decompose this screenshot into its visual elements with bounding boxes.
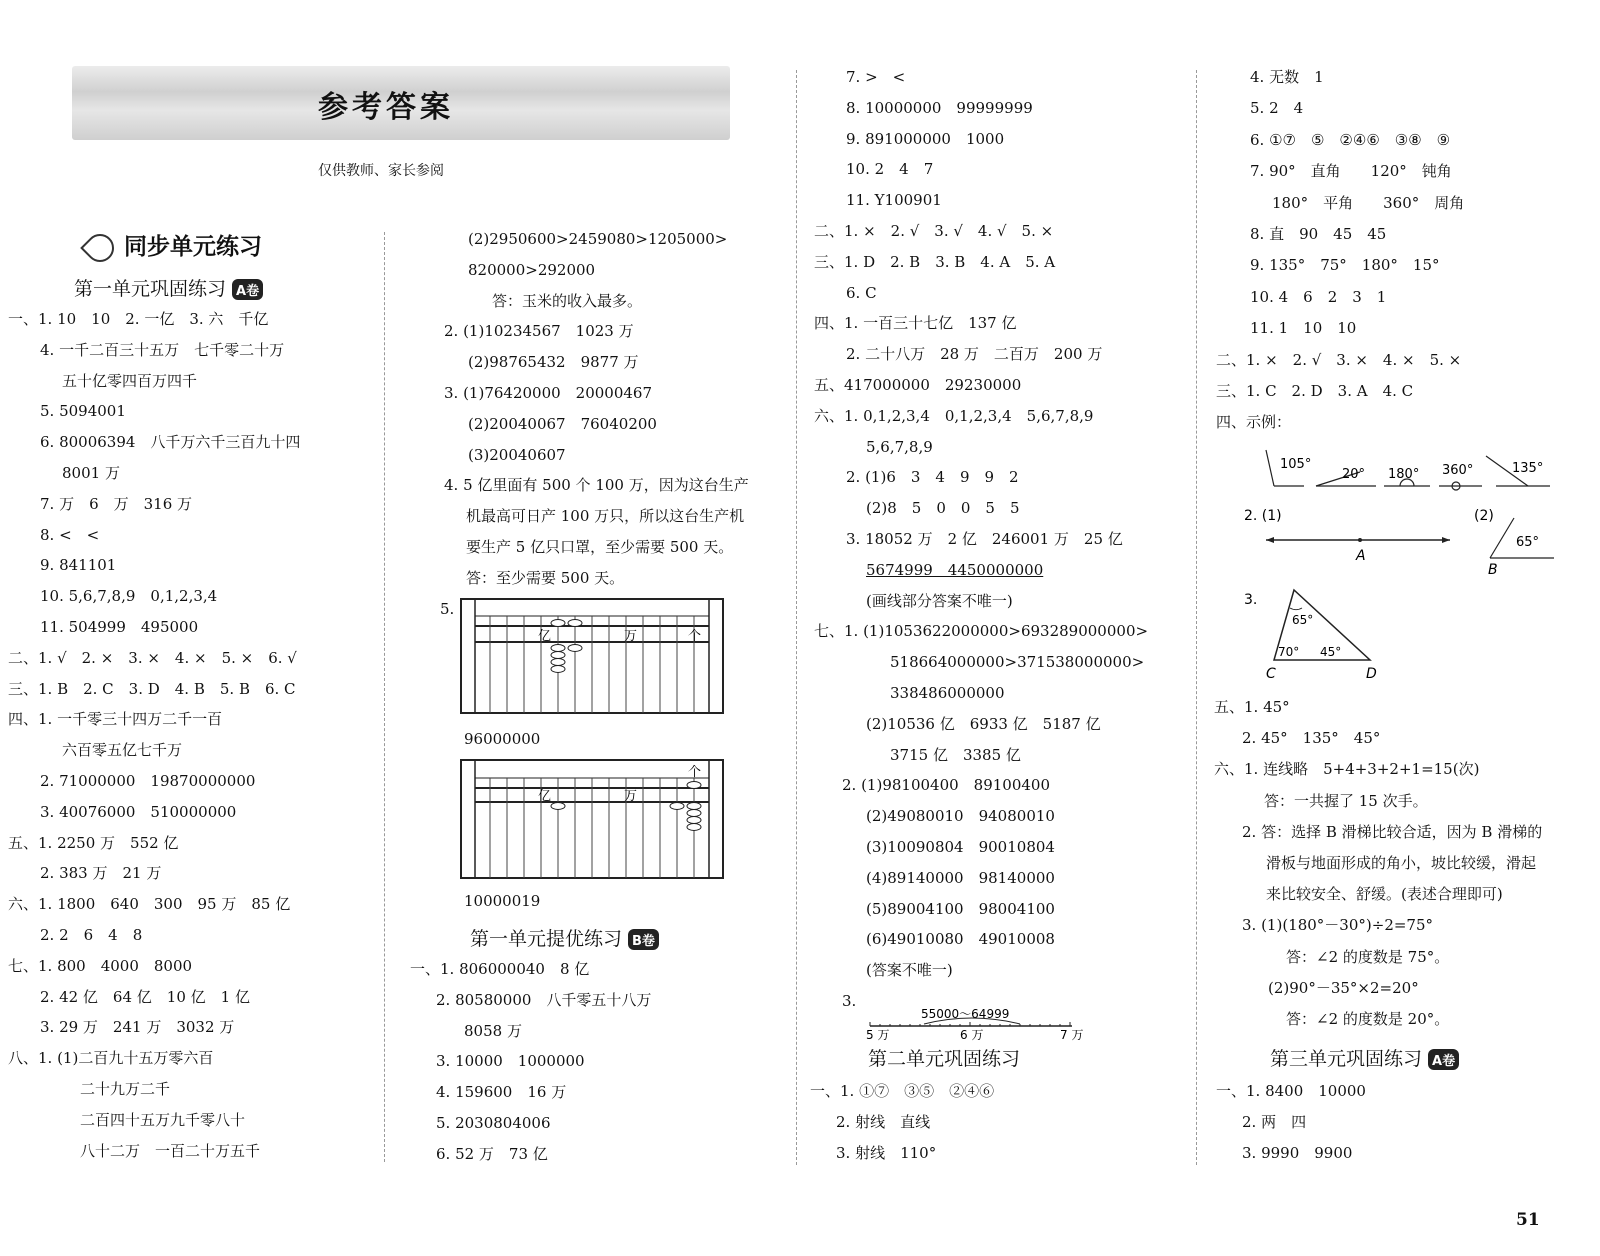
answer-line: 2. 71000000 19870000000 [40, 772, 256, 790]
answer-line: (5)89004100 98004100 [866, 899, 1055, 918]
answer-line: 9. 841101 [40, 556, 117, 575]
answer-line: 5674999 4450000000 [866, 560, 1044, 579]
answer-line: 一、1. 806000040 8 亿 [410, 960, 590, 978]
abacus-value: 96000000 [464, 730, 541, 748]
answer-line: 六、1. 0,1,2,3,4 0,1,2,3,4 5,6,7,8,9 [814, 406, 1094, 425]
answer-line: 338486000000 [890, 684, 1005, 702]
answer-line: 来比较安全、舒缓。(表述合理即可) [1266, 885, 1503, 904]
answer-line: 3. 射线 110° [836, 1143, 937, 1162]
answer-line: 机最高可日产 100 万只，所以这台生产机 [466, 507, 745, 526]
answer-line: 5. 5094001 [40, 402, 126, 421]
answer-line: 5. [440, 599, 455, 618]
exercise-title: 第二单元巩固练习 [868, 1048, 1021, 1070]
answer-line: 2. 2 6 4 8 [40, 926, 143, 944]
answer-line: 答：∠2 的度数是 75°。 [1286, 947, 1450, 966]
answer-line: 2. 二十八万 28 万 二百万 200 万 [846, 345, 1103, 364]
answer-line: 2. (1)10234567 1023 万 [444, 322, 634, 341]
answer-line: 5. 2 4 [1250, 99, 1304, 118]
answer-line: 答：玉米的收入最多。 [492, 291, 643, 310]
triangle-figure [1244, 586, 1394, 686]
page-subtitle: 仅供教师、家长参阅 [318, 163, 444, 179]
svg-text:180°: 180° [1388, 467, 1420, 482]
answer-line: 7. 万 6 万 316 万 [40, 494, 193, 513]
answer-line: 3715 亿 3385 亿 [890, 745, 1021, 764]
svg-text:万: 万 [624, 789, 638, 804]
answer-line: 4. 无数 1 [1250, 68, 1324, 86]
answer-line: 10. 4 6 2 3 1 [1250, 287, 1387, 306]
svg-text:个: 个 [688, 765, 702, 780]
svg-text:65°: 65° [1516, 535, 1540, 550]
answer-line: 3. 29 万 241 万 3032 万 [40, 1018, 235, 1037]
svg-text:个: 个 [688, 629, 702, 644]
exercise-title: 第三单元巩固练习 A卷 [1270, 1044, 1459, 1071]
svg-text:3.: 3. [1244, 592, 1258, 608]
answer-line: 5. 2030804006 [436, 1114, 551, 1132]
answer-line: 五十亿零四百万四千 [62, 371, 198, 390]
answer-line: 2. 45° 135° 45° [1242, 729, 1381, 748]
answer-line: 518664000000>371538000000> [890, 653, 1145, 672]
answer-line: (2)10536 亿 6933 亿 5187 亿 [866, 714, 1101, 733]
answer-line: 3. [842, 992, 857, 1010]
answer-line: 四、1. 一千零三十四万二千一百 [8, 710, 223, 729]
answer-line: (画线部分答案不唯一) [866, 591, 1013, 610]
badge-a: A卷 [1428, 1049, 1459, 1070]
answer-line: 3. 9990 9900 [1242, 1143, 1353, 1162]
answer-line: 2. 两 四 [1242, 1112, 1307, 1131]
answer-line: 2. (1)98100400 89100400 [842, 776, 1051, 795]
svg-text:55000～64999: 55000～64999 [921, 1007, 1010, 1021]
answer-line: 4. 159600 16 万 [436, 1083, 567, 1102]
abacus-diagram [460, 596, 725, 716]
answer-line: 四、示例： [1216, 413, 1292, 432]
answer-line: 答：∠2 的度数是 20°。 [1286, 1010, 1450, 1028]
answer-line: 滑板与地面形成的角小，坡比较缓，滑起 [1266, 854, 1537, 872]
answer-line: 五、1. 2250 万 552 亿 [8, 833, 179, 852]
answer-line: 2. 80580000 八千零五十八万 [436, 990, 652, 1009]
answer-line: 二、1. √ 2. × 3. × 4. × 5. × 6. √ [8, 648, 297, 667]
answer-line: (2)20040067 76040200 [468, 414, 657, 433]
answer-line: 五、417000000 29230000 [814, 376, 1022, 394]
answer-line: 8058 万 [464, 1021, 522, 1040]
exercise-title: 第一单元巩固练习 A卷 [74, 274, 263, 301]
answer-line: 三、1. C 2. D 3. A 4. C [1216, 382, 1414, 400]
svg-text:135°: 135° [1512, 461, 1544, 476]
svg-text:2. (1): 2. (1) [1244, 508, 1282, 524]
answer-line: 7. > < [846, 68, 906, 86]
answer-line: 11. 504999 495000 [40, 618, 199, 636]
answer-line: (4)89140000 98140000 [866, 868, 1055, 887]
answer-line: 6. 80006394 八千万六千三百九十四 [40, 433, 301, 452]
svg-text:70°: 70° [1278, 645, 1300, 659]
answer-line: 二百四十五万九千零八十 [80, 1110, 246, 1129]
abacus-value: 10000019 [464, 892, 541, 910]
answer-line: 八十二万 一百二十万五千 [80, 1141, 261, 1160]
answer-line: 二、1. × 2. √ 3. × 4. × 5. × [1216, 350, 1462, 369]
svg-text:D: D [1366, 666, 1377, 682]
column-divider [384, 232, 385, 1162]
answer-line: 3. (1)76420000 20000467 [444, 384, 653, 402]
answer-line: 6. 52 万 73 亿 [436, 1144, 548, 1163]
svg-text:6 万: 6 万 [960, 1028, 984, 1042]
abacus-diagram [460, 758, 725, 880]
number-line [866, 1007, 1096, 1042]
column-divider [796, 70, 797, 1165]
answer-line: 七、1. (1)1053622000000>693289000000> [814, 622, 1149, 641]
answer-line: 8. 10000000 99999999 [846, 98, 1033, 117]
svg-text:亿: 亿 [538, 789, 552, 804]
answer-line: 八、1. (1)二百九十五万零六百 [8, 1049, 214, 1068]
svg-text:A: A [1356, 548, 1366, 564]
answer-line: 一、1. 8400 10000 [1216, 1082, 1366, 1100]
answer-line: 六百零五亿七千万 [62, 741, 183, 760]
svg-text:45°: 45° [1320, 645, 1342, 659]
answer-line: 要生产 5 亿只口罩，至少需要 500 天。 [466, 538, 734, 556]
answer-line: 11. Y100901 [846, 191, 942, 210]
svg-text:(2): (2) [1474, 508, 1494, 524]
badge-b: B卷 [628, 929, 659, 950]
answer-line: 答：一共握了 15 次手。 [1264, 791, 1428, 810]
answer-line: 2. (1)6 3 4 9 9 2 [846, 468, 1019, 487]
angle-examples [1264, 448, 1554, 494]
answer-line: 2. 383 万 21 万 [40, 864, 162, 883]
answer-line: 二、1. × 2. √ 3. √ 4. √ 5. × [814, 222, 1054, 240]
answer-line: 820000>292000 [468, 260, 596, 279]
answer-line: 3. 18052 万 2 亿 246001 万 25 亿 [846, 530, 1123, 548]
answer-line: 一、1. ①⑦ ③⑤ ②④⑥ [810, 1082, 995, 1100]
answer-line: 四、1. 一百三十七亿 137 亿 [814, 314, 1017, 333]
answer-line: (2)49080010 94080010 [866, 807, 1055, 826]
answer-line: (3)10090804 90010804 [866, 838, 1055, 856]
answer-line: 答：至少需要 500 天。 [466, 568, 625, 587]
answer-line: (答案不唯一) [866, 961, 953, 980]
answer-line: 10. 2 4 7 [846, 160, 934, 179]
badge-a: A卷 [232, 279, 263, 300]
svg-text:20°: 20° [1342, 467, 1366, 482]
svg-text:65°: 65° [1292, 613, 1314, 627]
svg-text:C: C [1266, 666, 1276, 682]
answer-line: 3. 40076000 510000000 [40, 802, 237, 821]
answer-line: (2)98765432 9877 万 [468, 353, 639, 372]
answer-line: 六、1. 1800 640 300 95 万 85 亿 [8, 895, 291, 914]
answer-line: (3)20040607 [468, 445, 566, 464]
answer-line: (2)2950600>2459080>1205000> [468, 230, 728, 248]
svg-text:360°: 360° [1442, 463, 1474, 478]
answer-line: (2)8 5 0 0 5 5 [866, 499, 1020, 518]
answer-line: 9. 135° 75° 180° 15° [1250, 256, 1440, 275]
answer-line: 5,6,7,8,9 [866, 437, 933, 456]
answer-line: 6. ①⑦ ⑤ ②④⑥ ③⑧ ⑨ [1250, 130, 1451, 149]
svg-text:万: 万 [624, 629, 638, 644]
svg-text:7 万: 7 万 [1060, 1028, 1084, 1042]
answer-line: 五、1. 45° [1214, 698, 1290, 716]
answer-line: 8001 万 [62, 464, 120, 482]
answer-line: 11. 1 10 10 [1250, 319, 1357, 338]
answer-line: (2)90°－35°×2=20° [1268, 978, 1419, 997]
answer-line: 3. 10000 1000000 [436, 1052, 585, 1071]
answer-line: 6. C [846, 283, 877, 302]
answer-line: 180° 平角 360° 周角 [1272, 193, 1465, 212]
answer-line: 七、1. 800 4000 8000 [8, 956, 193, 975]
svg-text:105°: 105° [1280, 457, 1312, 472]
answer-line: 2. 42 亿 64 亿 10 亿 1 亿 [40, 987, 250, 1006]
answer-line: 8. < < [40, 525, 100, 544]
answer-line: 2. 射线 直线 [836, 1112, 931, 1131]
svg-text:5 万: 5 万 [866, 1028, 890, 1042]
answer-line: 三、1. B 2. C 3. D 4. B 5. B 6. C [8, 679, 296, 698]
answer-line: (6)49010080 49010008 [866, 930, 1055, 949]
answer-line: 三、1. D 2. B 3. B 4. A 5. A [814, 252, 1056, 271]
answer-line: 二十九万二千 [80, 1080, 171, 1098]
svg-text:亿: 亿 [538, 629, 552, 644]
section-heading: 同步单元练习 [86, 228, 262, 262]
rocket-icon [80, 228, 120, 268]
answer-line: 2. 答：选择 B 滑梯比较合适，因为 B 滑梯的 [1242, 822, 1543, 841]
answer-line: 8. 直 90 45 45 [1250, 225, 1387, 243]
answer-line: 4. 5 亿里面有 500 个 100 万，因为这台生产 [444, 476, 749, 495]
svg-text:B: B [1488, 562, 1498, 578]
answer-line: 10. 5,6,7,8,9 0,1,2,3,4 [40, 587, 218, 606]
page-number: 51 [1516, 1210, 1540, 1230]
answer-line: 9. 891000000 1000 [846, 129, 1005, 148]
answer-line: 7. 90° 直角 120° 钝角 [1250, 162, 1452, 181]
answer-line: 一、1. 10 10 2. 一亿 3. 六 千亿 [8, 310, 269, 328]
answer-line: 3. (1)(180°－30°)÷2=75° [1242, 916, 1434, 935]
answer-line: 六、1. 连线略 5+4+3+2+1=15(次) [1214, 760, 1480, 779]
answer-line: 4. 一千二百三十五万 七千零二十万 [40, 340, 285, 359]
column-divider [1196, 70, 1197, 1165]
exercise-title: 第一单元提优练习 B卷 [470, 924, 659, 951]
page-title: 参考答案 [318, 90, 454, 125]
line-and-angle-figure [1244, 506, 1554, 578]
